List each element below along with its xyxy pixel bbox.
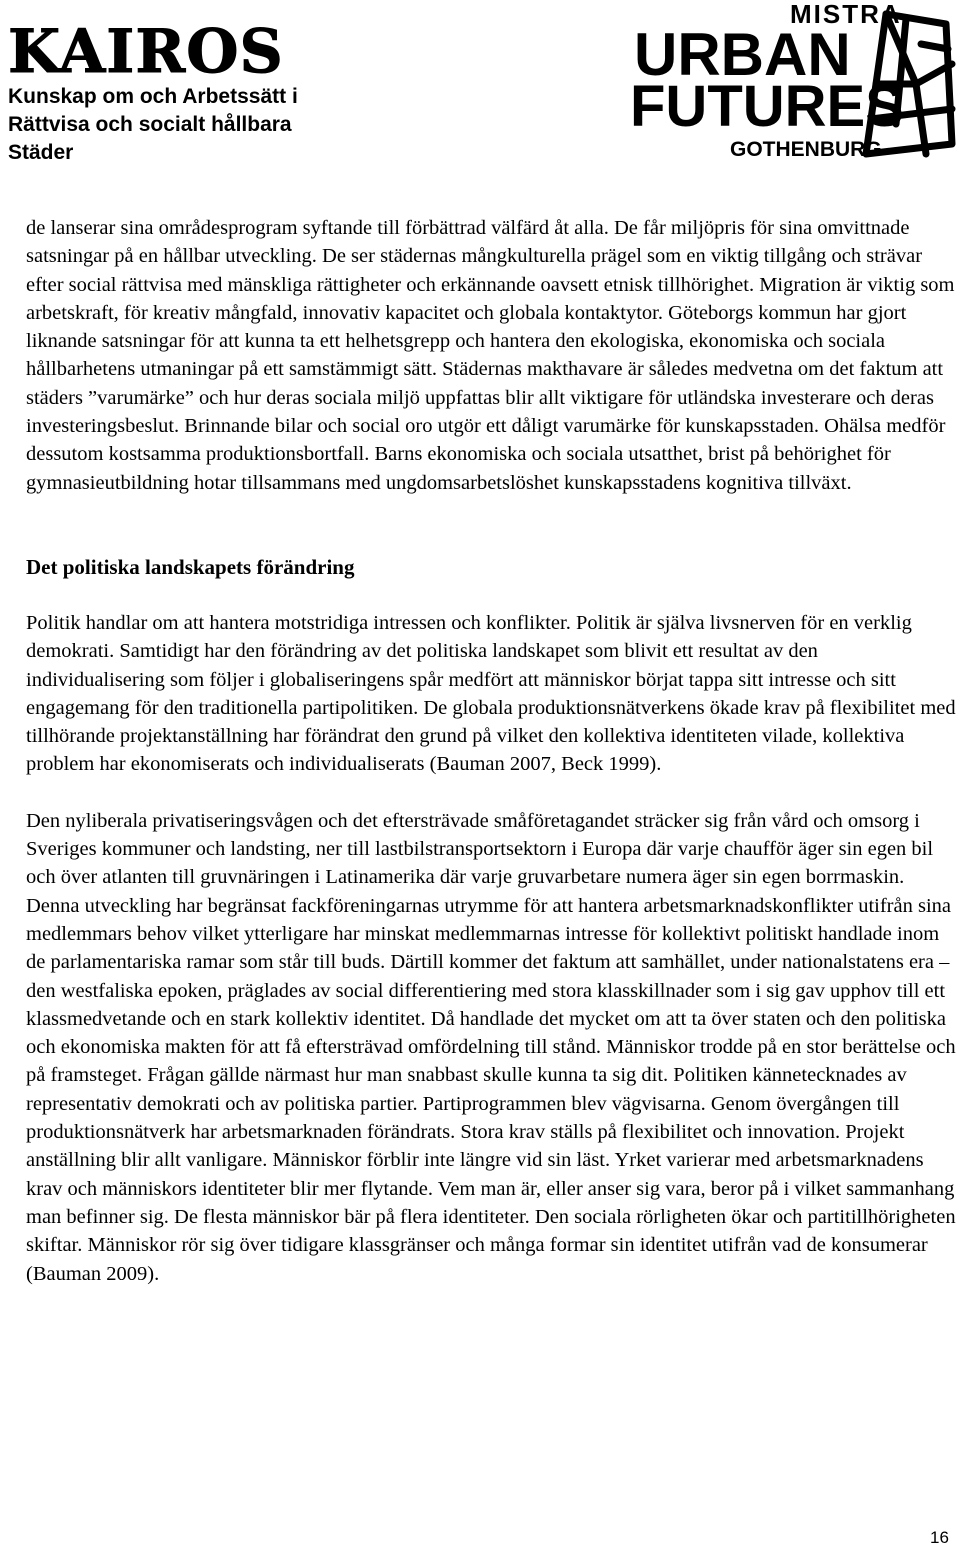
kairos-subtitle-line: Kunskap om och Arbetssätt i (8, 85, 298, 108)
gothenburg-logo-line: GOTHENBURG (730, 138, 882, 161)
document-body (26, 214, 956, 1288)
paragraph: de lanserar sina områdesprogram syftande till förbättrad välfärd åt alla. De får miljöpris för sina omvittnade satsningar på en hållbar utveckling. De ser städernas mångkulturella prägel som en viktig tillgång och strävar efter social rättvisa med mänskliga rättigheter och erkännande oavsett etnisk tillhörighet. Migration är viktig som arbetskraft, för kreativ mångfald, innovativ kapacitet och globala kontaktytor. Göteborgs kommun har gjort liknande satsningar för att kunna ta ett helhetsgrepp och hantera den ekologiska, ekonomiska och sociala hållbarhetens utmaningar på ett samstämmigt sätt. Städernas makthavare är således medvetna om det faktum att städers ”varumärke” och hur deras sociala miljö uppfattas blir allt viktigare för utländska investerare och deras investeringsbeslut. Brinnande bilar och social oro utgör ett dåligt varumärke för kunskapsstaden. Ohälsa medför dessutom kostsamma produktionsbortfall. Barns ekonomiska och sociala utsatthet, brist på behörighet för gymnasieutbildning hotar tillsammans med ungdomsarbetslöshet kunskapsstadens kognitiva tillväxt. (26, 217, 955, 494)
mistra-urban-futures-logo (630, 0, 960, 170)
section-heading: Det politiska landskapets förändring (26, 554, 355, 579)
kairos-subtitle-line: Rättvisa och socialt hållbara (8, 113, 292, 136)
page-header (0, 0, 960, 180)
city-map-icon (856, 4, 960, 164)
paragraph: Den nyliberala privatiseringsvågen och det eftersträvade småföretagandet sträcker sig från vård och omsorg i Sveriges kommuner och landsting, ner till lastbilstransportsektorn i Europa där varje chaufför äger sin egen bil och över atlanten till gruvnäringen i Latinamerika där varje gruvarbetare numera äger sin egen borrmaskin. Denna utveckling har begränsat fackföreningarnas utrymme för att hantera arbetsmarknadskonflikter utifrån sina medlemmars behov vilket ytterligare har minskat medlemmarnas intresse för kollektivt politiskt handlade inom de parlamentariska ramar som står till buds. Därtill kommer det faktum att samhället, under nationalstatens era – den westfaliska epoken, präglades av social differentiering med stora klasskillnader som i sig gav upphov till ett klassmedvetande och en stark kollektiv identitet. Då handlade det mycket om att ta över staten och den politiska och ekonomiska makten för att få eftersträvad omfördelning till stånd. Människor trodde på en stor berättelse och på framsteget. Frågan gällde närmast hur man snabbast skulle kunna ta sig dit. Politiken kännetecknades av representativ demokrati och av politiska partier. Partiprogrammen blev vägvisarna. Genom övergången till produktionsnätverk har arbetsmarknaden förändrats. Stora krav ställs på flexibilitet och innovation. Projekt anställning blir allt vanligare. Människor förblir inte längre vid sin läst. Yrket varierar med arbetsmarknadens krav och människors identiteter blir mer flytande. Vem man är, eller anser sig vara, beror på i vilket sammanhang man befinner sig. De flesta människor bär på flera identiteter. Den sociala rörligheten ökar och partitillhörigheten skiftar. Människor rör sig över tidigare klassgränser och många formar sin identitet utifrån vad de konsumerar (Bauman 2009). (26, 809, 956, 1285)
futures-logo-line: FUTURES (630, 74, 904, 139)
page-number: 16 (930, 1528, 949, 1547)
urban-logo-line: URBAN (634, 21, 851, 88)
kairos-subtitle (8, 83, 298, 167)
paragraph: Politik handlar om att hantera motstridiga intressen och konflikter. Politik är själva livsnerven för en verklig demokrati. Samtidigt har den förändring av det politiska landskapet som blivit ett resultat av den individualisering som följer i globaliseringens spår medfört att människor börjat tappa sitt intresse och sitt engagemang för den traditionella partipolitiken. De globala produktionsnätverkens ökade krav på flexibilitet med tillhörande projektanställning har förändrat den grund på vilket den kollektiva identiteten vilade, kollektiva problem har ekonomiserats och individualiserats (Bauman 2007, Beck 1999). (26, 611, 956, 776)
mistra-logo-line: MISTRA (790, 0, 902, 29)
kairos-subtitle-line: Städer (8, 141, 74, 164)
kairos-logo-block (8, 17, 298, 167)
kairos-logo: KAIROS (8, 17, 284, 87)
